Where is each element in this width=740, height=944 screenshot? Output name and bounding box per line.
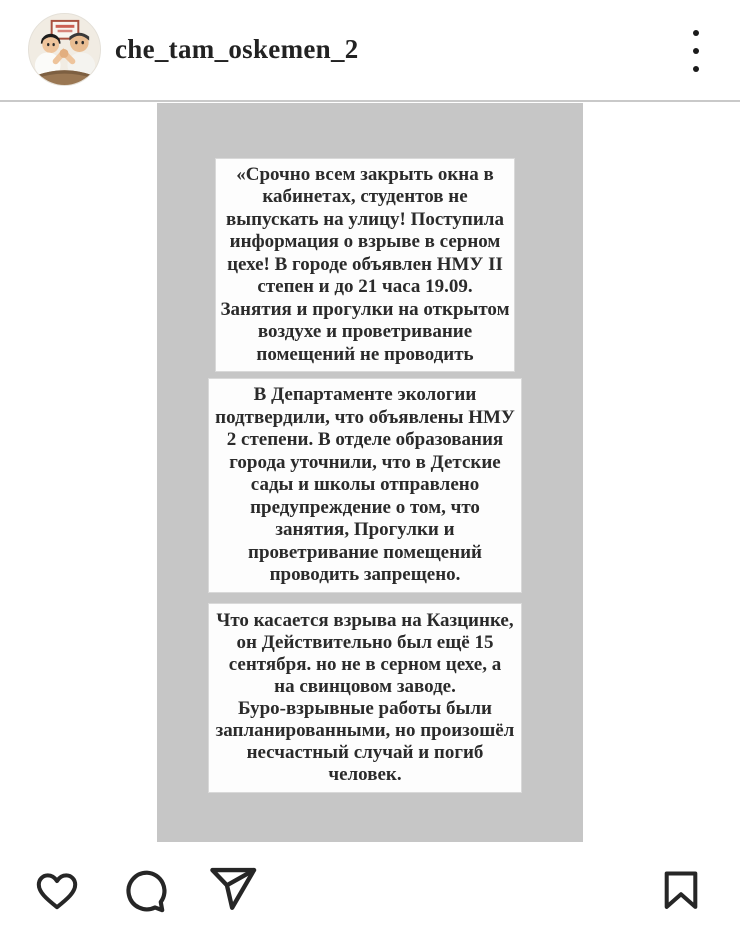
paper-plane-icon [207,864,259,916]
share-button[interactable] [207,864,259,916]
message-card-2: В Департаменте экологии подтвердили, что объявлены НМУ 2 степени. В отделе образования города уточнили, что в Детские сады и школы отправлено предупреждение о том, что занятия, Прогулки и проветривание помещений проводить запрещено. [208,378,522,593]
post-header [0,0,740,100]
action-bar [0,842,740,944]
kebab-dot [693,48,699,54]
avatar[interactable] [28,13,101,86]
save-button[interactable] [659,867,703,913]
heart-icon [33,866,81,914]
comment-bubble-icon [122,866,172,916]
kebab-dot [693,30,699,36]
more-options-icon[interactable] [688,28,704,74]
bookmark-icon [659,867,703,913]
comment-button[interactable] [122,866,172,916]
username[interactable]: che_tam_oskemen_2 [115,34,359,64]
post-image[interactable] [0,102,740,842]
like-button[interactable] [33,866,81,914]
kebab-dot [693,66,699,72]
message-card-3: Что касается взрыва на Казцинке, он Действительно был ещё 15 сентября. но не в серном цехе, а на свинцовом заводе. Буро-взрывные работы были запланированными, но произошёл несчастный случай и погиб человек. [208,603,522,793]
message-card-1: «Срочно всем закрыть окна в кабинетах, студентов не выпускать на улицу! Поступила информация о взрыве в серном цехе! В городе объявлен НМУ II степен и до 21 часа 19.09. Занятия и прогулки на открытом воздухе и проветривание помещений не проводить [215,158,515,372]
avatar-image [29,14,100,85]
screenshot-canvas [157,103,583,842]
